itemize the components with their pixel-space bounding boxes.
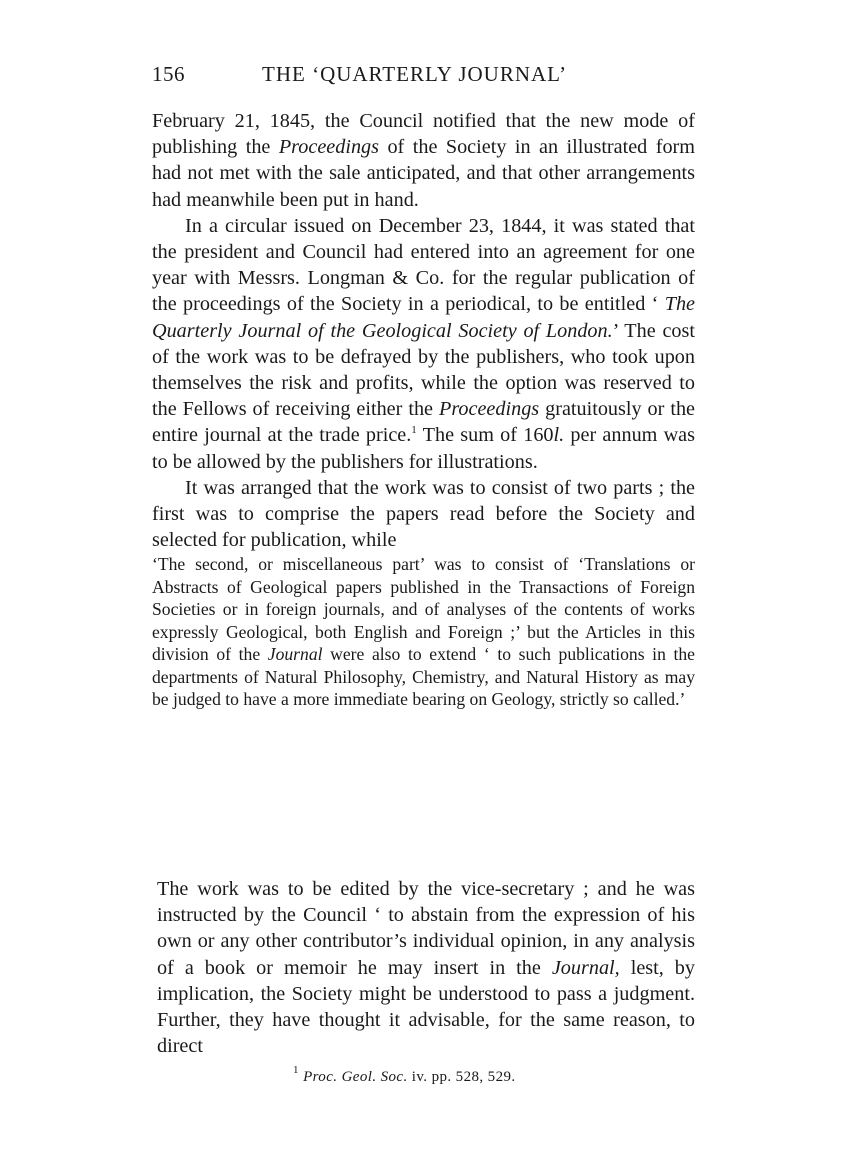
page-number: 156	[152, 62, 185, 86]
paragraph-2	[152, 213, 695, 475]
paragraph-1-text-b: of the Society in an illustrated form had not met with the sale anticipated, and that other arrangements had meanwhile been put in hand.	[152, 136, 695, 211]
body-text	[152, 108, 695, 711]
paragraph-4-text-a: The work was to be edited by the vice-secretary ; and he was instructed by the Council ‘ to abstain from the expression of his own or any other contributor’s individual opinion, in any analysis of a book or memoir he may insert in the	[157, 878, 695, 979]
journal-title-italic: The Quarterly Journal of the Geological Society of London.	[152, 293, 695, 342]
paragraph-1-text-a: February 21, 1845, the Council notified that the new mode of publishing the	[152, 110, 695, 159]
block-quote	[152, 553, 695, 711]
paragraph-2-text-c: gratuitously or the entire journal at the trade price.	[152, 398, 695, 447]
running-head: THE ‘QUARTERLY JOURNAL’	[262, 62, 568, 86]
footnote-reference: 1	[411, 424, 417, 437]
quote-text-b: were also to extend ‘ to such publications in the departments of Natural Philosophy, Chemistry, and Natural History as may be judged to have a more immediate bearing on Geology, strictly so called.’	[152, 644, 695, 710]
paragraph-4	[157, 876, 695, 1059]
paragraph-4-italic: Journal,	[551, 956, 620, 979]
paragraph-2-text-e: per annum was to be allowed by the publishers for illustrations.	[152, 424, 695, 473]
footnote-italic: Proc. Geol. Soc.	[303, 1069, 408, 1085]
paragraph-2-text-b: ’ The cost of the work was to be defrayed by the publishers, who took upon themselves the risk and profits, while the option was reserved to the Fellows of receiving either the	[152, 319, 695, 421]
footnote	[293, 1064, 516, 1086]
paragraph-2-italic-3: l.	[553, 424, 565, 447]
paragraph-2-text-a: In a circular issued on December 23, 1844, it was stated that the president and Council had entered into an agreement for one year with Messrs. Longman & Co. for the regular publication of the proceedings of the Society in a periodical, to be entitled ‘	[152, 214, 695, 316]
closing-paragraph	[157, 876, 695, 1059]
paragraph-2-text-d: The sum of 160	[416, 424, 554, 447]
footnote-marker: 1	[293, 1064, 299, 1076]
paragraph-2-italic-2: Proceedings	[438, 398, 540, 421]
paragraph-3: It was arranged that the work was to consist of two parts ; the first was to comprise the papers read before the Society and selected for publication, while	[152, 476, 695, 552]
quote-italic: Journal	[267, 644, 323, 665]
quote-text-a: ‘The second, or miscellaneous part’ was to consist of ‘Translations or Abstracts of Geological papers published in the Transactions of Foreign Societies or in foreign journals, and of analyses of the contents of works expressly Geological, both English and Foreign ;’ but the Articles in this division of the	[152, 554, 695, 665]
paragraph-1	[152, 108, 695, 213]
footnote-text: iv. pp. 528, 529.	[407, 1069, 516, 1085]
paragraph-4-text-b: lest, by implication, the Society might be understood to pass a judgment. Further, they have thought it advisable, for the same reason, to direct	[157, 956, 695, 1058]
paragraph-1-italic: Proceedings	[278, 136, 379, 159]
